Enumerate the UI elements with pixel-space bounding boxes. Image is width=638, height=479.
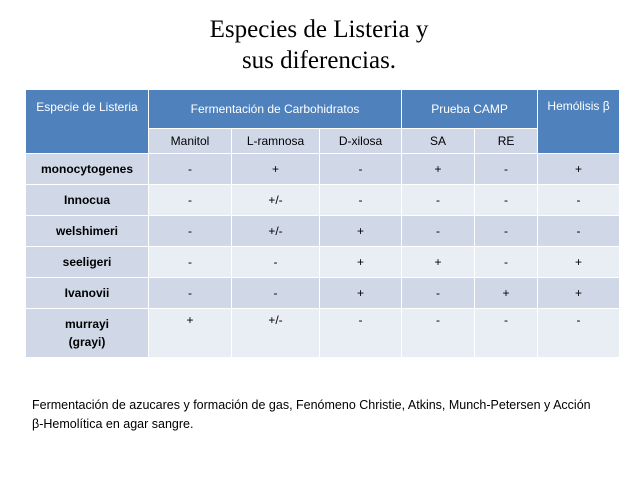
result-cell: - (538, 185, 620, 216)
result-cell: - (232, 247, 320, 278)
result-cell: - (232, 278, 320, 309)
species-name: Innocua (26, 185, 149, 216)
subheader-sa: SA (402, 129, 475, 154)
species-name: monocytogenes (26, 154, 149, 185)
result-cell: - (149, 247, 232, 278)
result-cell: + (320, 216, 402, 247)
result-cell: - (149, 216, 232, 247)
result-cell: +/- (232, 309, 320, 358)
result-cell: - (538, 309, 620, 358)
table-body (26, 154, 620, 358)
result-cell: - (320, 154, 402, 185)
table-row (26, 216, 620, 247)
table-row (26, 278, 620, 309)
title-line-1: Especies de Listeria y (209, 16, 429, 43)
result-cell: - (475, 309, 538, 358)
footer-note: Fermentación de azucares y formación de gas, Fenómeno Christie, Atkins, Munch-Petersen y Acción β-Hemolítica en agar sangre. (32, 398, 591, 431)
result-cell: - (402, 309, 475, 358)
table-row (26, 185, 620, 216)
header-hemolysis: Hemólisis β (538, 90, 620, 154)
table-row (26, 154, 620, 185)
result-cell: + (475, 278, 538, 309)
result-cell: + (320, 247, 402, 278)
subheader-manitol: Manitol (149, 129, 232, 154)
subheader-re: RE (475, 129, 538, 154)
result-cell: - (475, 247, 538, 278)
result-cell: - (475, 216, 538, 247)
result-cell: - (402, 185, 475, 216)
table-row (26, 247, 620, 278)
subheader-d-xilosa: D-xilosa (320, 129, 402, 154)
result-cell: - (475, 185, 538, 216)
subheader-l-ramnosa: L-ramnosa (232, 129, 320, 154)
result-cell: + (402, 247, 475, 278)
header-camp: Prueba CAMP (402, 90, 538, 129)
header-fermentation: Fermentación de Carbohidratos (149, 90, 402, 129)
result-cell: + (538, 247, 620, 278)
result-cell: + (538, 154, 620, 185)
listeria-table (25, 89, 620, 358)
result-cell: - (320, 309, 402, 358)
result-cell: + (149, 309, 232, 358)
result-cell: - (149, 278, 232, 309)
result-cell: + (320, 278, 402, 309)
species-name: seeligeri (26, 247, 149, 278)
result-cell: +/- (232, 185, 320, 216)
result-cell: - (149, 154, 232, 185)
result-cell: - (402, 216, 475, 247)
result-cell: - (538, 216, 620, 247)
table-row (26, 309, 620, 358)
species-name: Ivanovii (26, 278, 149, 309)
title-line-2: sus diferencias. (241, 47, 397, 74)
species-name: murrayi (grayi) (26, 309, 149, 358)
slide-title (0, 14, 638, 76)
header-species: Especie de Listeria (26, 90, 149, 154)
result-cell: - (475, 154, 538, 185)
result-cell: +/- (232, 216, 320, 247)
species-name: welshimeri (26, 216, 149, 247)
result-cell: - (402, 278, 475, 309)
result-cell: - (320, 185, 402, 216)
result-cell: + (402, 154, 475, 185)
result-cell: + (232, 154, 320, 185)
result-cell: + (538, 278, 620, 309)
result-cell: - (149, 185, 232, 216)
